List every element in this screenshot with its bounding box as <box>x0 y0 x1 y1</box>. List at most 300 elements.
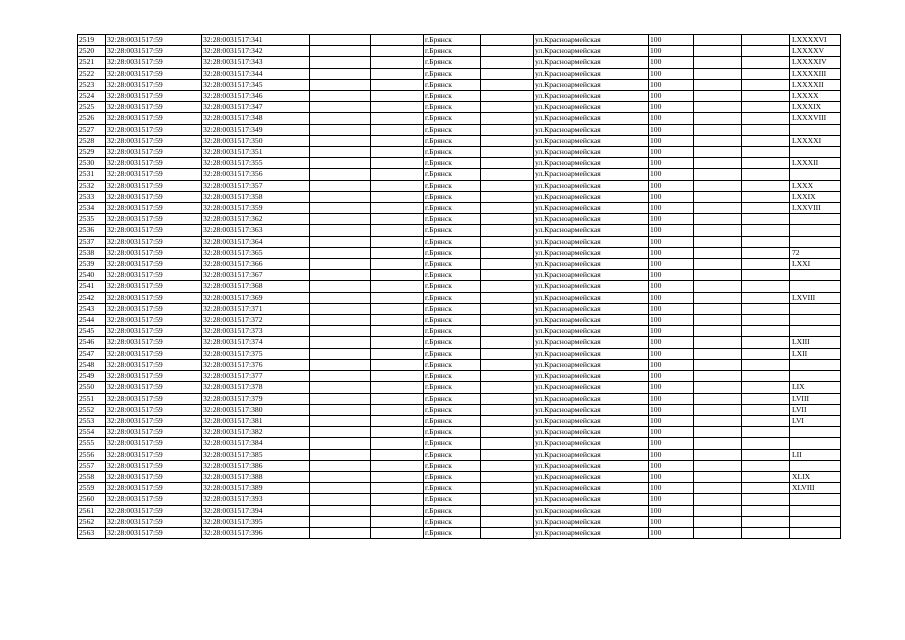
city-cell: г.Брянск <box>424 505 481 516</box>
city-cell: г.Брянск <box>424 359 481 370</box>
table-row <box>78 68 841 79</box>
empty-cell <box>694 483 742 494</box>
table-row <box>78 203 841 214</box>
row-number-cell: 2555 <box>78 438 106 449</box>
empty-cell <box>481 203 534 214</box>
empty-cell <box>742 102 790 113</box>
roman-label-cell: LXVIII <box>790 292 841 303</box>
share-cell: 100 <box>649 124 694 135</box>
empty-cell <box>742 259 790 270</box>
street-cell: ул.Красноармейская <box>534 79 649 90</box>
empty-cell <box>481 337 534 348</box>
row-number-cell: 2527 <box>78 124 106 135</box>
object-cadastral-number-cell: 32:28:0031517:395 <box>202 516 310 527</box>
parcel-cadastral-number-cell: 32:28:0031517:59 <box>106 281 202 292</box>
share-cell: 100 <box>649 460 694 471</box>
empty-cell <box>694 169 742 180</box>
street-cell: ул.Красноармейская <box>534 527 649 538</box>
row-number-cell: 2550 <box>78 382 106 393</box>
street-cell: ул.Красноармейская <box>534 214 649 225</box>
table-row <box>78 180 841 191</box>
empty-cell <box>371 191 424 202</box>
row-number-cell: 2557 <box>78 460 106 471</box>
object-cadastral-number-cell: 32:28:0031517:368 <box>202 281 310 292</box>
table-row <box>78 247 841 258</box>
parcel-cadastral-number-cell: 32:28:0031517:59 <box>106 516 202 527</box>
share-cell: 100 <box>649 438 694 449</box>
empty-cell <box>694 516 742 527</box>
empty-cell <box>371 79 424 90</box>
street-cell: ул.Красноармейская <box>534 281 649 292</box>
empty-cell <box>742 225 790 236</box>
street-cell: ул.Красноармейская <box>534 270 649 281</box>
city-cell: г.Брянск <box>424 404 481 415</box>
empty-cell <box>694 438 742 449</box>
table-row <box>78 158 841 169</box>
empty-cell <box>371 449 424 460</box>
row-number-cell: 2539 <box>78 259 106 270</box>
object-cadastral-number-cell: 32:28:0031517:371 <box>202 303 310 314</box>
empty-cell <box>371 359 424 370</box>
parcel-cadastral-number-cell: 32:28:0031517:59 <box>106 158 202 169</box>
street-cell: ул.Красноармейская <box>534 348 649 359</box>
empty-cell <box>694 35 742 46</box>
empty-cell <box>742 516 790 527</box>
empty-cell <box>310 281 371 292</box>
table-row <box>78 102 841 113</box>
share-cell: 100 <box>649 326 694 337</box>
street-cell: ул.Красноармейская <box>534 449 649 460</box>
empty-cell <box>371 113 424 124</box>
parcel-cadastral-number-cell: 32:28:0031517:59 <box>106 315 202 326</box>
empty-cell <box>742 460 790 471</box>
empty-cell <box>481 404 534 415</box>
city-cell: г.Брянск <box>424 516 481 527</box>
empty-cell <box>742 404 790 415</box>
share-cell: 100 <box>649 281 694 292</box>
empty-cell <box>694 236 742 247</box>
share-cell: 100 <box>649 527 694 538</box>
object-cadastral-number-cell: 32:28:0031517:341 <box>202 35 310 46</box>
street-cell: ул.Красноармейская <box>534 460 649 471</box>
street-cell: ул.Красноармейская <box>534 259 649 270</box>
empty-cell <box>694 326 742 337</box>
roman-label-cell: LXXXII <box>790 158 841 169</box>
roman-label-cell: LVIII <box>790 393 841 404</box>
empty-cell <box>371 46 424 57</box>
share-cell: 100 <box>649 516 694 527</box>
empty-cell <box>481 303 534 314</box>
table-row <box>78 415 841 426</box>
object-cadastral-number-cell: 32:28:0031517:385 <box>202 449 310 460</box>
empty-cell <box>310 46 371 57</box>
parcel-cadastral-number-cell: 32:28:0031517:59 <box>106 393 202 404</box>
empty-cell <box>310 359 371 370</box>
share-cell: 100 <box>649 449 694 460</box>
row-number-cell: 2519 <box>78 35 106 46</box>
empty-cell <box>310 35 371 46</box>
empty-cell <box>742 292 790 303</box>
object-cadastral-number-cell: 32:28:0031517:373 <box>202 326 310 337</box>
empty-cell <box>371 247 424 258</box>
empty-cell <box>310 79 371 90</box>
empty-cell <box>742 393 790 404</box>
roman-label-cell: LXXXIX <box>790 102 841 113</box>
empty-cell <box>310 158 371 169</box>
share-cell: 100 <box>649 191 694 202</box>
row-number-cell: 2524 <box>78 91 106 102</box>
empty-cell <box>481 225 534 236</box>
empty-cell <box>310 191 371 202</box>
empty-cell <box>694 359 742 370</box>
street-cell: ул.Красноармейская <box>534 158 649 169</box>
empty-cell <box>742 158 790 169</box>
city-cell: г.Брянск <box>424 494 481 505</box>
street-cell: ул.Красноармейская <box>534 483 649 494</box>
table-row <box>78 382 841 393</box>
share-cell: 100 <box>649 270 694 281</box>
empty-cell <box>742 79 790 90</box>
empty-cell <box>310 91 371 102</box>
empty-cell <box>371 259 424 270</box>
parcel-cadastral-number-cell: 32:28:0031517:59 <box>106 337 202 348</box>
table-row <box>78 214 841 225</box>
empty-cell <box>481 79 534 90</box>
empty-cell <box>310 303 371 314</box>
empty-cell <box>481 35 534 46</box>
row-number-cell: 2532 <box>78 180 106 191</box>
share-cell: 100 <box>649 57 694 68</box>
roman-label-cell: LXXVIII <box>790 203 841 214</box>
roman-label-cell: LXXI <box>790 259 841 270</box>
empty-cell <box>694 337 742 348</box>
empty-cell <box>371 516 424 527</box>
street-cell: ул.Красноармейская <box>534 404 649 415</box>
table-row <box>78 359 841 370</box>
parcel-cadastral-number-cell: 32:28:0031517:59 <box>106 79 202 90</box>
table-row <box>78 315 841 326</box>
empty-cell <box>481 259 534 270</box>
share-cell: 100 <box>649 102 694 113</box>
object-cadastral-number-cell: 32:28:0031517:379 <box>202 393 310 404</box>
table-row <box>78 505 841 516</box>
street-cell: ул.Красноармейская <box>534 135 649 146</box>
empty-cell <box>481 315 534 326</box>
share-cell: 100 <box>649 359 694 370</box>
empty-cell <box>371 147 424 158</box>
empty-cell <box>481 113 534 124</box>
row-number-cell: 2558 <box>78 471 106 482</box>
empty-cell <box>694 158 742 169</box>
row-number-cell: 2537 <box>78 236 106 247</box>
empty-cell <box>481 270 534 281</box>
empty-cell <box>481 281 534 292</box>
empty-cell <box>742 371 790 382</box>
table-row <box>78 135 841 146</box>
row-number-cell: 2533 <box>78 191 106 202</box>
empty-cell <box>742 169 790 180</box>
empty-cell <box>310 449 371 460</box>
object-cadastral-number-cell: 32:28:0031517:381 <box>202 415 310 426</box>
roman-label-cell: LIX <box>790 382 841 393</box>
empty-cell <box>694 427 742 438</box>
city-cell: г.Брянск <box>424 135 481 146</box>
parcel-cadastral-number-cell: 32:28:0031517:59 <box>106 236 202 247</box>
empty-cell <box>481 449 534 460</box>
roman-label-cell <box>790 326 841 337</box>
empty-cell <box>371 203 424 214</box>
empty-cell <box>481 147 534 158</box>
empty-cell <box>694 371 742 382</box>
object-cadastral-number-cell: 32:28:0031517:375 <box>202 348 310 359</box>
empty-cell <box>371 169 424 180</box>
parcel-cadastral-number-cell: 32:28:0031517:59 <box>106 203 202 214</box>
empty-cell <box>310 371 371 382</box>
empty-cell <box>371 135 424 146</box>
row-number-cell: 2545 <box>78 326 106 337</box>
empty-cell <box>694 191 742 202</box>
parcel-cadastral-number-cell: 32:28:0031517:59 <box>106 359 202 370</box>
empty-cell <box>371 35 424 46</box>
row-number-cell: 2562 <box>78 516 106 527</box>
table-row <box>78 404 841 415</box>
table-row <box>78 91 841 102</box>
roman-label-cell: LVI <box>790 415 841 426</box>
row-number-cell: 2552 <box>78 404 106 415</box>
share-cell: 100 <box>649 91 694 102</box>
empty-cell <box>310 270 371 281</box>
empty-cell <box>481 169 534 180</box>
street-cell: ул.Красноармейская <box>534 516 649 527</box>
share-cell: 100 <box>649 337 694 348</box>
empty-cell <box>371 270 424 281</box>
empty-cell <box>310 438 371 449</box>
empty-cell <box>694 57 742 68</box>
object-cadastral-number-cell: 32:28:0031517:358 <box>202 191 310 202</box>
parcel-cadastral-number-cell: 32:28:0031517:59 <box>106 46 202 57</box>
parcel-cadastral-number-cell: 32:28:0031517:59 <box>106 35 202 46</box>
parcel-cadastral-number-cell: 32:28:0031517:59 <box>106 124 202 135</box>
empty-cell <box>371 415 424 426</box>
share-cell: 100 <box>649 46 694 57</box>
empty-cell <box>742 337 790 348</box>
empty-cell <box>694 135 742 146</box>
table-row <box>78 494 841 505</box>
empty-cell <box>742 203 790 214</box>
empty-cell <box>694 214 742 225</box>
empty-cell <box>310 348 371 359</box>
city-cell: г.Брянск <box>424 348 481 359</box>
roman-label-cell <box>790 236 841 247</box>
empty-cell <box>371 348 424 359</box>
empty-cell <box>310 180 371 191</box>
city-cell: г.Брянск <box>424 326 481 337</box>
empty-cell <box>371 483 424 494</box>
empty-cell <box>310 147 371 158</box>
empty-cell <box>310 259 371 270</box>
table-row <box>78 516 841 527</box>
street-cell: ул.Красноармейская <box>534 427 649 438</box>
row-number-cell: 2544 <box>78 315 106 326</box>
row-number-cell: 2534 <box>78 203 106 214</box>
roman-label-cell: LXII <box>790 348 841 359</box>
empty-cell <box>694 494 742 505</box>
roman-label-cell: LXXXXIV <box>790 57 841 68</box>
city-cell: г.Брянск <box>424 180 481 191</box>
empty-cell <box>694 46 742 57</box>
empty-cell <box>694 180 742 191</box>
share-cell: 100 <box>649 214 694 225</box>
empty-cell <box>481 415 534 426</box>
roman-label-cell <box>790 147 841 158</box>
row-number-cell: 2530 <box>78 158 106 169</box>
empty-cell <box>481 191 534 202</box>
empty-cell <box>371 315 424 326</box>
row-number-cell: 2563 <box>78 527 106 538</box>
empty-cell <box>310 427 371 438</box>
empty-cell <box>310 460 371 471</box>
street-cell: ул.Красноармейская <box>534 91 649 102</box>
empty-cell <box>694 393 742 404</box>
row-number-cell: 2553 <box>78 415 106 426</box>
roman-label-cell <box>790 315 841 326</box>
roman-label-cell <box>790 371 841 382</box>
share-cell: 100 <box>649 203 694 214</box>
object-cadastral-number-cell: 32:28:0031517:348 <box>202 113 310 124</box>
row-number-cell: 2548 <box>78 359 106 370</box>
object-cadastral-number-cell: 32:28:0031517:350 <box>202 135 310 146</box>
empty-cell <box>481 359 534 370</box>
object-cadastral-number-cell: 32:28:0031517:362 <box>202 214 310 225</box>
parcel-cadastral-number-cell: 32:28:0031517:59 <box>106 214 202 225</box>
empty-cell <box>481 382 534 393</box>
city-cell: г.Брянск <box>424 471 481 482</box>
empty-cell <box>310 505 371 516</box>
street-cell: ул.Красноармейская <box>534 415 649 426</box>
empty-cell <box>742 315 790 326</box>
object-cadastral-number-cell: 32:28:0031517:356 <box>202 169 310 180</box>
empty-cell <box>481 292 534 303</box>
empty-cell <box>742 348 790 359</box>
city-cell: г.Брянск <box>424 281 481 292</box>
empty-cell <box>694 102 742 113</box>
empty-cell <box>310 102 371 113</box>
roman-label-cell: LII <box>790 449 841 460</box>
parcel-cadastral-number-cell: 32:28:0031517:59 <box>106 259 202 270</box>
empty-cell <box>371 438 424 449</box>
parcel-cadastral-number-cell: 32:28:0031517:59 <box>106 102 202 113</box>
table-row <box>78 191 841 202</box>
empty-cell <box>310 471 371 482</box>
street-cell: ул.Красноармейская <box>534 471 649 482</box>
city-cell: г.Брянск <box>424 337 481 348</box>
empty-cell <box>310 337 371 348</box>
city-cell: г.Брянск <box>424 79 481 90</box>
row-number-cell: 2529 <box>78 147 106 158</box>
share-cell: 100 <box>649 371 694 382</box>
share-cell: 100 <box>649 147 694 158</box>
object-cadastral-number-cell: 32:28:0031517:388 <box>202 471 310 482</box>
empty-cell <box>310 404 371 415</box>
city-cell: г.Брянск <box>424 214 481 225</box>
share-cell: 100 <box>649 382 694 393</box>
empty-cell <box>481 393 534 404</box>
empty-cell <box>742 449 790 460</box>
empty-cell <box>481 68 534 79</box>
object-cadastral-number-cell: 32:28:0031517:374 <box>202 337 310 348</box>
city-cell: г.Брянск <box>424 225 481 236</box>
parcel-cadastral-number-cell: 32:28:0031517:59 <box>106 68 202 79</box>
parcel-cadastral-number-cell: 32:28:0031517:59 <box>106 483 202 494</box>
object-cadastral-number-cell: 32:28:0031517:376 <box>202 359 310 370</box>
empty-cell <box>742 270 790 281</box>
city-cell: г.Брянск <box>424 124 481 135</box>
empty-cell <box>310 135 371 146</box>
object-cadastral-number-cell: 32:28:0031517:344 <box>202 68 310 79</box>
empty-cell <box>371 180 424 191</box>
roman-label-cell: LXXIX <box>790 191 841 202</box>
street-cell: ул.Красноармейская <box>534 113 649 124</box>
city-cell: г.Брянск <box>424 427 481 438</box>
parcel-cadastral-number-cell: 32:28:0031517:59 <box>106 415 202 426</box>
object-cadastral-number-cell: 32:28:0031517:357 <box>202 180 310 191</box>
parcel-cadastral-number-cell: 32:28:0031517:59 <box>106 113 202 124</box>
empty-cell <box>371 371 424 382</box>
share-cell: 100 <box>649 247 694 258</box>
row-number-cell: 2522 <box>78 68 106 79</box>
empty-cell <box>742 415 790 426</box>
row-number-cell: 2542 <box>78 292 106 303</box>
object-cadastral-number-cell: 32:28:0031517:396 <box>202 527 310 538</box>
empty-cell <box>371 158 424 169</box>
empty-cell <box>371 124 424 135</box>
empty-cell <box>481 135 534 146</box>
empty-cell <box>694 460 742 471</box>
city-cell: г.Брянск <box>424 57 481 68</box>
roman-label-cell <box>790 270 841 281</box>
empty-cell <box>694 124 742 135</box>
empty-cell <box>694 404 742 415</box>
share-cell: 100 <box>649 180 694 191</box>
row-number-cell: 2549 <box>78 371 106 382</box>
empty-cell <box>310 214 371 225</box>
empty-cell <box>310 124 371 135</box>
city-cell: г.Брянск <box>424 270 481 281</box>
empty-cell <box>742 124 790 135</box>
city-cell: г.Брянск <box>424 102 481 113</box>
row-number-cell: 2547 <box>78 348 106 359</box>
empty-cell <box>310 169 371 180</box>
roman-label-cell: XLIX <box>790 471 841 482</box>
empty-cell <box>481 57 534 68</box>
empty-cell <box>371 225 424 236</box>
empty-cell <box>481 483 534 494</box>
roman-label-cell <box>790 169 841 180</box>
roman-label-cell <box>790 505 841 516</box>
parcel-cadastral-number-cell: 32:28:0031517:59 <box>106 91 202 102</box>
empty-cell <box>694 79 742 90</box>
empty-cell <box>742 191 790 202</box>
object-cadastral-number-cell: 32:28:0031517:384 <box>202 438 310 449</box>
share-cell: 100 <box>649 135 694 146</box>
empty-cell <box>310 247 371 258</box>
object-cadastral-number-cell: 32:28:0031517:386 <box>202 460 310 471</box>
parcel-cadastral-number-cell: 32:28:0031517:59 <box>106 382 202 393</box>
roman-label-cell <box>790 427 841 438</box>
roman-label-cell: LXXXVIII <box>790 113 841 124</box>
roman-label-cell <box>790 460 841 471</box>
empty-cell <box>481 180 534 191</box>
